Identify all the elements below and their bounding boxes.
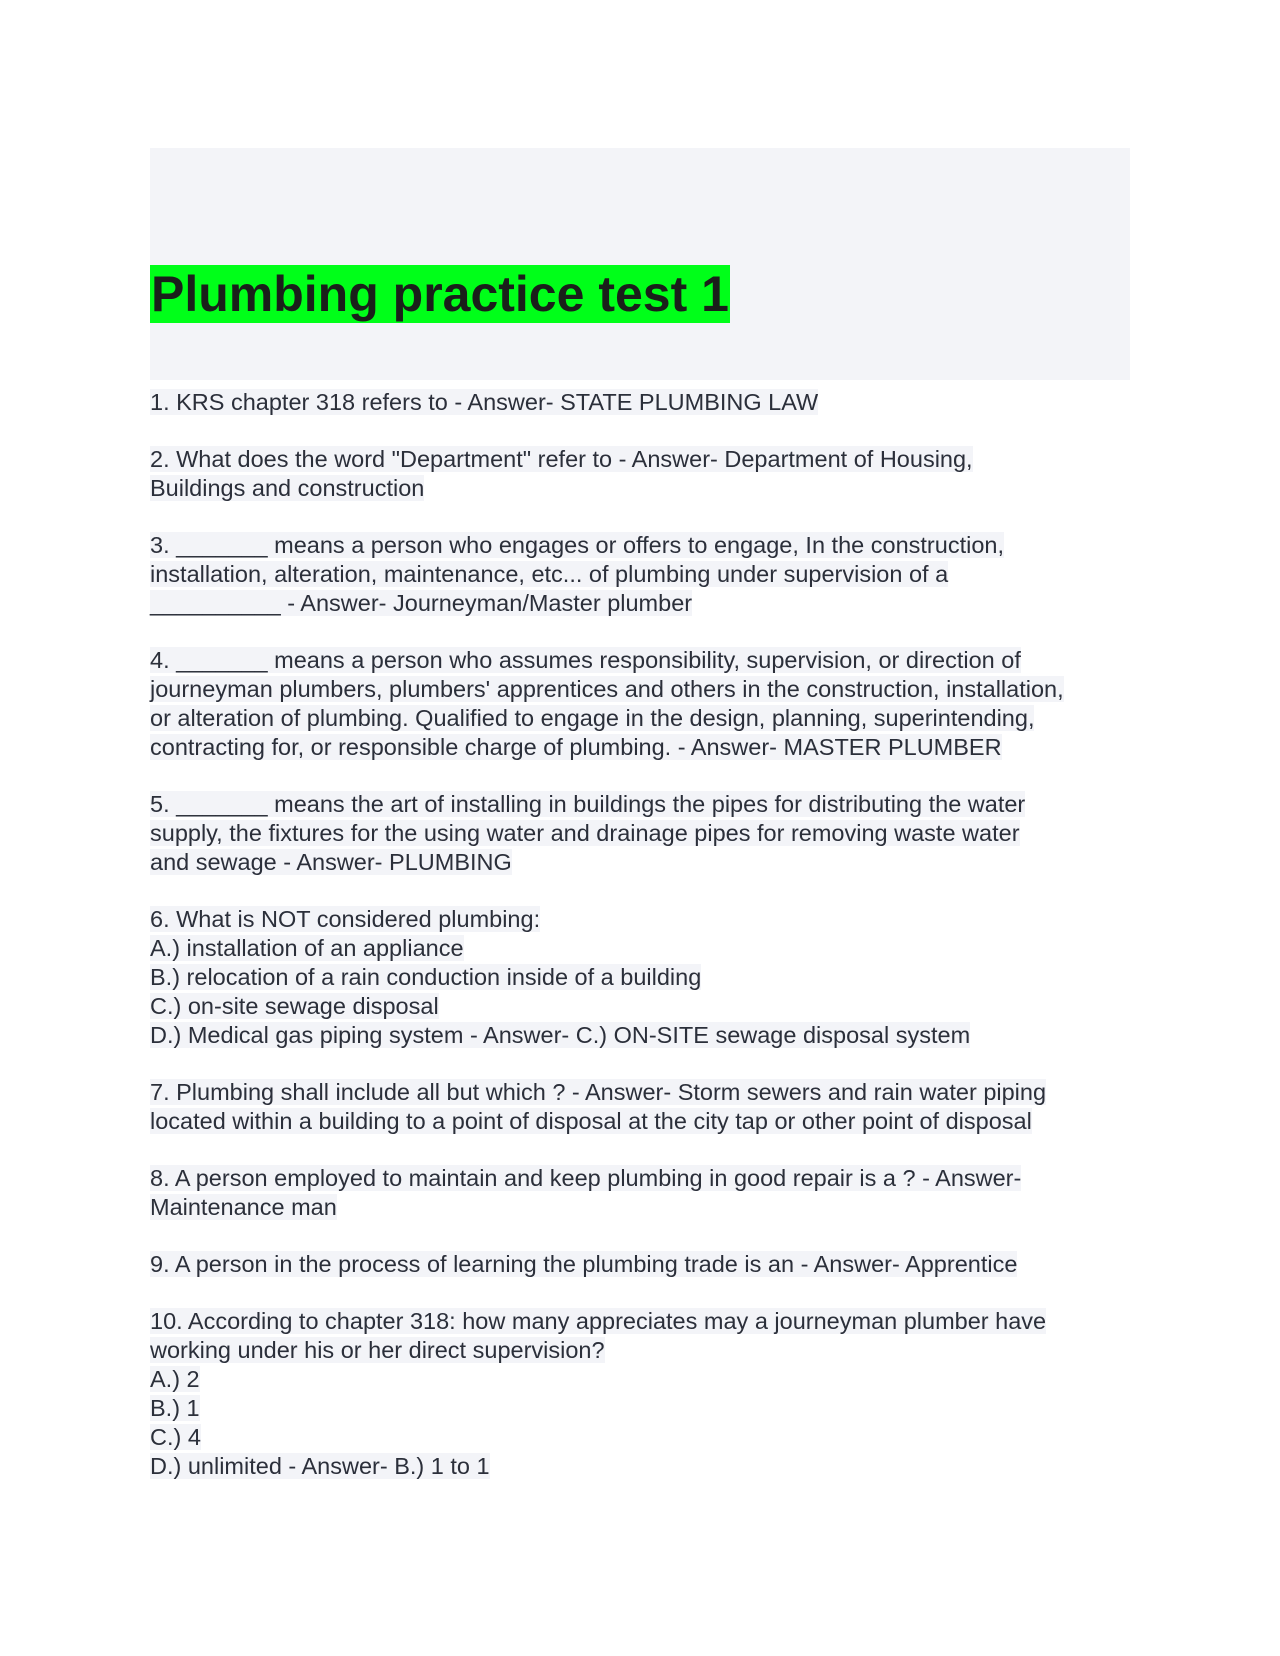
question-line: [150, 934, 1130, 963]
question-list: [150, 388, 1130, 1481]
question-line: [150, 589, 1130, 618]
question-line: [150, 560, 1130, 589]
title-block: [150, 148, 1130, 380]
question-text: 3. _______ means a person who engages or offers to engage, In the construction,: [150, 532, 1004, 558]
question-text: __________ - Answer- Journeyman/Master plumber: [150, 590, 693, 616]
question-line: [150, 963, 1130, 992]
question-item: [150, 388, 1130, 417]
question-item: [150, 1307, 1130, 1481]
question-line: [150, 733, 1130, 762]
question-text: Maintenance man: [150, 1194, 337, 1220]
question-text: and sewage - Answer- PLUMBING: [150, 849, 512, 875]
question-line: [150, 1193, 1130, 1222]
question-text: installation, alteration, maintenance, etc... of plumbing under supervision of a: [150, 561, 949, 587]
question-text: C.) on-site sewage disposal: [150, 993, 439, 1019]
question-line: [150, 905, 1130, 934]
question-line: [150, 646, 1130, 675]
question-text: B.) 1: [150, 1395, 200, 1421]
page-title: Plumbing practice test 1: [151, 266, 729, 322]
question-item: [150, 1078, 1130, 1136]
question-text: located within a building to a point of disposal at the city tap or other point of disposal: [150, 1108, 1032, 1134]
question-text: working under his or her direct supervision?: [150, 1337, 605, 1363]
question-text: A.) installation of an appliance: [150, 935, 464, 961]
question-text: 7. Plumbing shall include all but which ? - Answer- Storm sewers and rain water piping: [150, 1079, 1047, 1105]
question-text: journeyman plumbers, plumbers' apprentices and others in the construction, installation,: [150, 676, 1064, 702]
question-text: contracting for, or responsible charge of plumbing. - Answer- MASTER PLUMBER: [150, 734, 1002, 760]
question-line: [150, 1164, 1130, 1193]
question-text: D.) unlimited - Answer- B.) 1 to 1: [150, 1453, 490, 1479]
question-line: [150, 474, 1130, 503]
question-item: [150, 1250, 1130, 1279]
question-line: [150, 1336, 1130, 1365]
question-line: [150, 992, 1130, 1021]
question-line: [150, 848, 1130, 877]
question-text: 2. What does the word "Department" refer to - Answer- Department of Housing,: [150, 446, 973, 472]
question-text: 5. _______ means the art of installing in buildings the pipes for distributing the water: [150, 791, 1026, 817]
question-text: C.) 4: [150, 1424, 201, 1450]
question-line: [150, 1394, 1130, 1423]
question-item: [150, 905, 1130, 1050]
question-line: [150, 1021, 1130, 1050]
question-line: [150, 1452, 1130, 1481]
question-line: [150, 1365, 1130, 1394]
question-text: 6. What is NOT considered plumbing:: [150, 906, 541, 932]
question-line: [150, 790, 1130, 819]
question-text: B.) relocation of a rain conduction inside of a building: [150, 964, 702, 990]
question-line: [150, 704, 1130, 733]
question-text: or alteration of plumbing. Qualified to engage in the design, planning, superintending,: [150, 705, 1035, 731]
question-text: Buildings and construction: [150, 475, 425, 501]
question-line: [150, 1250, 1130, 1279]
question-text: supply, the fixtures for the using water and drainage pipes for removing waste water: [150, 820, 1020, 846]
question-item: [150, 445, 1130, 503]
question-text: 8. A person employed to maintain and keep plumbing in good repair is a ? - Answer-: [150, 1165, 1022, 1191]
question-item: [150, 1164, 1130, 1222]
question-line: [150, 388, 1130, 417]
question-line: [150, 1423, 1130, 1452]
question-line: [150, 1107, 1130, 1136]
document-page: [150, 148, 1130, 1509]
question-line: [150, 819, 1130, 848]
question-text: 4. _______ means a person who assumes responsibility, supervision, or direction of: [150, 647, 1021, 673]
question-text: A.) 2: [150, 1366, 200, 1392]
question-text: D.) Medical gas piping system - Answer- C.) ON-SITE sewage disposal system: [150, 1022, 971, 1048]
question-item: [150, 646, 1130, 762]
question-text: 9. A person in the process of learning the plumbing trade is an - Answer- Apprentice: [150, 1251, 1018, 1277]
question-line: [150, 675, 1130, 704]
question-line: [150, 445, 1130, 474]
question-item: [150, 531, 1130, 618]
question-text: 10. According to chapter 318: how many appreciates may a journeyman plumber have: [150, 1308, 1047, 1334]
question-line: [150, 1307, 1130, 1336]
question-line: [150, 531, 1130, 560]
question-text: 1. KRS chapter 318 refers to - Answer- STATE PLUMBING LAW: [150, 389, 819, 415]
question-item: [150, 790, 1130, 877]
question-line: [150, 1078, 1130, 1107]
